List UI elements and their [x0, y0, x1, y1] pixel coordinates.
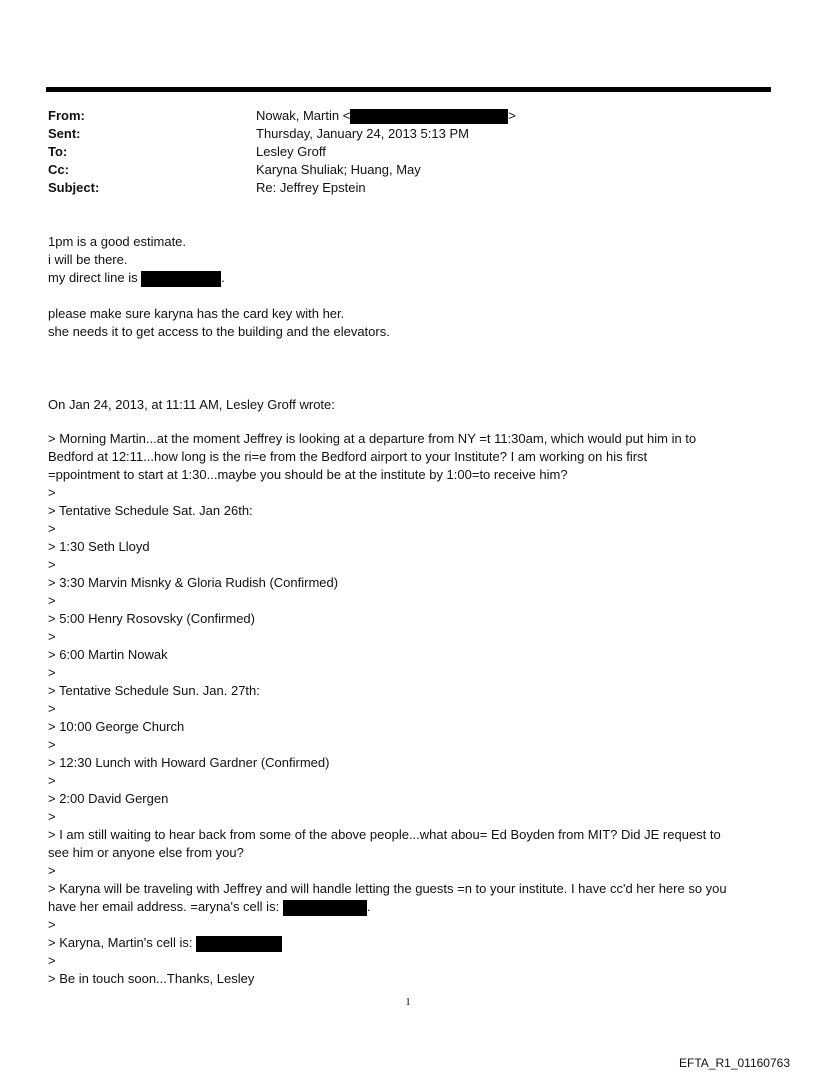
quote-intro: On Jan 24, 2013, at 11:11 AM, Lesley Groff wrote: — [48, 397, 335, 412]
document-id: EFTA_R1_01160763 — [679, 1056, 790, 1070]
quote-line: > — [48, 557, 56, 572]
to-value: Lesley Groff — [256, 144, 326, 159]
redaction-box — [350, 109, 508, 124]
quote-line: > 3:30 Marvin Misnky & Gloria Rudish (Confirmed) — [48, 575, 339, 590]
quote-line: > Karyna will be traveling with Jeffrey and will handle letting the guests =n to your institute. I have cc'd her here so you — [48, 881, 727, 896]
reply-line: i will be there. — [48, 252, 128, 267]
page-number: 1 — [405, 996, 411, 1008]
quote-line: > — [48, 809, 56, 824]
redaction-box — [283, 900, 367, 916]
quote-line: > Tentative Schedule Sat. Jan 26th: — [48, 503, 253, 518]
quote-line: > Tentative Schedule Sun. Jan. 27th: — [48, 683, 260, 698]
reply-line: she needs it to get access to the building and the elevators. — [48, 324, 390, 339]
reply-line — [48, 269, 225, 287]
from-label: From: — [48, 108, 85, 123]
quote-line: > 6:00 Martin Nowak — [48, 647, 168, 662]
subject-label: Subject: — [48, 180, 100, 195]
reply-text: my direct line is — [48, 270, 138, 285]
quote-line — [48, 934, 282, 952]
quote-text: > Karyna, Martin's cell is: — [48, 935, 193, 950]
quote-line: > — [48, 953, 56, 968]
header-rule — [46, 87, 771, 92]
quote-line: > — [48, 917, 56, 932]
quote-line: > Morning Martin...at the moment Jeffrey is looking at a departure from NY =t 11:30am, which would put him in to — [48, 431, 697, 446]
from-close: > — [508, 108, 516, 123]
redaction-box — [196, 936, 282, 952]
quote-line: > Be in touch soon...Thanks, Lesley — [48, 971, 255, 986]
quote-line: see him or anyone else from you? — [48, 845, 244, 860]
quote-line: > — [48, 485, 56, 500]
reply-line: please make sure karyna has the card key with her. — [48, 306, 345, 321]
quote-line: > — [48, 701, 56, 716]
quote-line: > 2:00 David Gergen — [48, 791, 169, 806]
reply-line: 1pm is a good estimate. — [48, 234, 187, 249]
quote-line: Bedford at 12:11...how long is the ri=e from the Bedford airport to your Institute? I am working on his first — [48, 449, 648, 464]
quote-line: > 1:30 Seth Lloyd — [48, 539, 150, 554]
sent-label: Sent: — [48, 126, 81, 141]
quote-line: > — [48, 863, 56, 878]
quote-line: > — [48, 773, 56, 788]
from-value — [256, 107, 516, 125]
quote-line: > — [48, 521, 56, 536]
quote-line: > — [48, 737, 56, 752]
quote-text: . — [366, 899, 371, 914]
quote-line: > I am still waiting to hear back from some of the above people...what abou= Ed Boyden from MIT? Did JE request to — [48, 827, 721, 842]
quote-line — [48, 898, 370, 916]
quote-line: > — [48, 665, 56, 680]
reply-text: . — [221, 270, 225, 285]
quote-line: > — [48, 593, 56, 608]
cc-label: Cc: — [48, 162, 69, 177]
quote-line: > 12:30 Lunch with Howard Gardner (Confirmed) — [48, 755, 330, 770]
redaction-box — [141, 271, 221, 287]
to-label: To: — [48, 144, 68, 159]
quote-line: > — [48, 629, 56, 644]
cc-value: Karyna Shuliak; Huang, May — [256, 162, 421, 177]
quote-text: have her email address. =aryna's cell is: — [48, 899, 280, 914]
subject-value: Re: Jeffrey Epstein — [256, 180, 366, 195]
sent-value: Thursday, January 24, 2013 5:13 PM — [256, 126, 469, 141]
quote-line: =ppointment to start at 1:30...maybe you should be at the institute by 1:00=to receive him? — [48, 467, 568, 482]
from-name: Nowak, Martin < — [256, 108, 351, 123]
quote-line: > 5:00 Henry Rosovsky (Confirmed) — [48, 611, 255, 626]
quote-line: > 10:00 George Church — [48, 719, 185, 734]
